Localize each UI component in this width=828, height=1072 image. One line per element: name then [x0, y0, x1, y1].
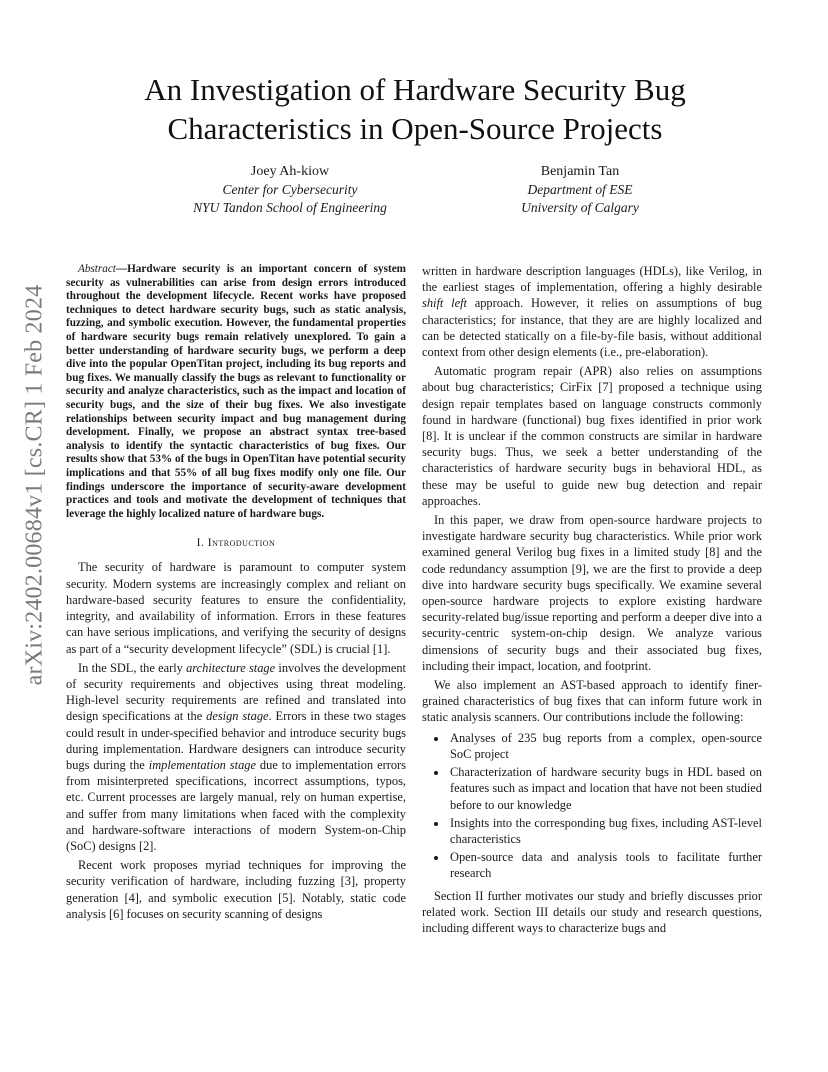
arxiv-identifier-sidebar — [4, 284, 66, 686]
abstract — [66, 263, 406, 521]
list-item: • Analyses of 235 bug reports from a complex, open-source SoC project — [448, 730, 762, 762]
author-affiliation: Center for Cybersecurity — [222, 182, 358, 197]
emphasis: shift left — [422, 296, 467, 311]
text-run: In the SDL, the early — [78, 660, 187, 675]
text-run: . Errors in these two stages could result in under-specified behavior and introduce security bugs during implementation. Hardware designers can introduce security bugs during the — [66, 709, 407, 772]
author-name: Benjamin Tan — [540, 164, 620, 179]
list-item: • Characterization of hardware security bugs in HDL based on features such as impact and location that have not been studied before to our knowledge — [448, 764, 762, 813]
paragraph: In this paper, we draw from open-source hardware projects to investigate hardware security bug characteristics. While prior work examined general Verilog bug fixes in a limited study [8] and the code redundancy assumption [9], we are the first to provide a deep dive into hardware security bugs specifically. We examine several open-source hardware projects to explore existing hardware security-related bug/issue reporting and perform a deeper dive into a security-centric system-on-chip design. We analyze various dimensions of security bugs and their associated bug fixes, including their impact, location, and footprint. — [422, 513, 762, 673]
paragraph: Recent work proposes myriad techniques for improving the security verification of hardware, including fuzzing [3], property generation [4], and symbolic execution [5]. Notably, static code analysis [6] focuses on security scanning of designs — [66, 858, 406, 921]
paragraph — [422, 263, 762, 360]
text-run: due to implementation errors from misinterpreted specifications, incorrect assumptions, typos, etc. Current processes are largely manual, rely on human expertise, and suffer from many limitations when faced with the complexity and hardware-software interactions of modern System-on-Chip (SoC) designs [2]. — [66, 757, 406, 853]
author-name: Joey Ah-kiow — [250, 164, 330, 179]
paper-title — [70, 70, 760, 148]
section-number: I. — [196, 537, 205, 550]
text-run: written in hardware description languages (HDLs), like Verilog, in the earliest stages of implementation, offering a highly desirable — [422, 264, 762, 295]
emphasis: implementation stage — [148, 757, 256, 772]
arxiv-identifier: arXiv:2402.00684v1 [cs.CR] 1 Feb 2024 — [21, 284, 48, 686]
title-line-1: An Investigation of Hardware Security Bug — [144, 72, 686, 107]
title-line-2: Characteristics in Open-Source Projects — [167, 111, 663, 146]
author-block-2 — [460, 163, 700, 217]
author-affiliation: NYU Tandon School of Engineering — [193, 200, 387, 215]
paragraph: The security of hardware is paramount to computer system security. Modern systems are increasingly complex and reliant on hardware-based security features to ensure the confidentiality, integrity, and availability of information. Errors in these features can have serious implications, and verifying the security of designs as part of a “security development lifecycle” (SDL) is crucial [1]. — [66, 560, 406, 656]
contributions-list — [422, 730, 762, 882]
text-run: involves the development of security requirements and objectives using threat modeling. High-level security requirements are refined and translated into design specifications at the — [66, 660, 406, 724]
paragraph: Section II further motivates our study and briefly discusses prior related work. Section III details our study and research questions, including different ways to characterize bugs and — [422, 888, 762, 935]
paragraph: Automatic program repair (APR) also relies on assumptions about bug characteristics; CirFix [7] proposed a technique using design repair templates based on language constructs commonly found in hardware (functional) bug fixes identified in prior work [8]. It is unclear if the common constructs are similar in hardware security bugs. Thus, we seek a better understanding of the characteristics of hardware security bugs in behavioral HDL, as these may be useful to guide new bug detection and repair approaches. — [422, 364, 762, 508]
author-affiliation: Department of ESE — [527, 182, 633, 197]
author-affiliation: University of Calgary — [521, 200, 639, 215]
abstract-text: —Hardware security is an important concern of system security as vulnerabilities can arise from design errors introduced throughout the development lifecycle. Recent works have proposed techniques to detect hardware security bugs, such as static analysis, fuzzing, and symbolic execution. However, the fundamental properties of hardware security bugs remain relatively unexplored. To gain a better understanding of hardware security bugs, we perform a deep dive into the popular OpenTitan project, including its bug reports and bug fixes. We manually classify the bugs as relevant to functionality or security and analyze characteristics, such as the impact and location of security bugs, and the size of their bug fixes. We also investigate relationships between security impact and bug management during development. Finally, we propose an abstract syntax tree-based analysis to identify the syntactic characteristics of bug fixes. Our results show that 53% of the bugs in OpenTitan have potential security implications and that 55% of all bug fixes modify only one file. Our findings underscore the importance of security-aware development practices and tools and motivate the development of techniques that leverage the highly localized nature of hardware bugs. — [66, 263, 406, 520]
paragraph — [66, 660, 406, 854]
emphasis: design stage — [206, 709, 269, 724]
right-column — [422, 263, 762, 936]
abstract-label: Abstract — [78, 263, 116, 275]
emphasis: architecture stage — [186, 660, 276, 675]
author-block-1 — [170, 163, 410, 217]
left-column — [66, 263, 406, 922]
text-run: approach. However, it relies on assumptions of bug characteristics; for instance, that they are are highly localized and can be detected statically on a file-by-file basis, without additional context from other design elements (i.e., pre-elaboration). — [422, 296, 762, 360]
section-heading-introduction — [66, 535, 406, 551]
list-item: • Insights into the corresponding bug fixes, including AST-level characteristics — [448, 815, 762, 847]
paragraph: We also implement an AST-based approach to identify finer-grained characteristics of bug fixes that can inform future work in static analysis scanners. Our contributions include the following: — [422, 678, 762, 725]
section-title: Introduction — [207, 537, 276, 550]
list-item: • Open-source data and analysis tools to facilitate further research — [448, 849, 762, 881]
